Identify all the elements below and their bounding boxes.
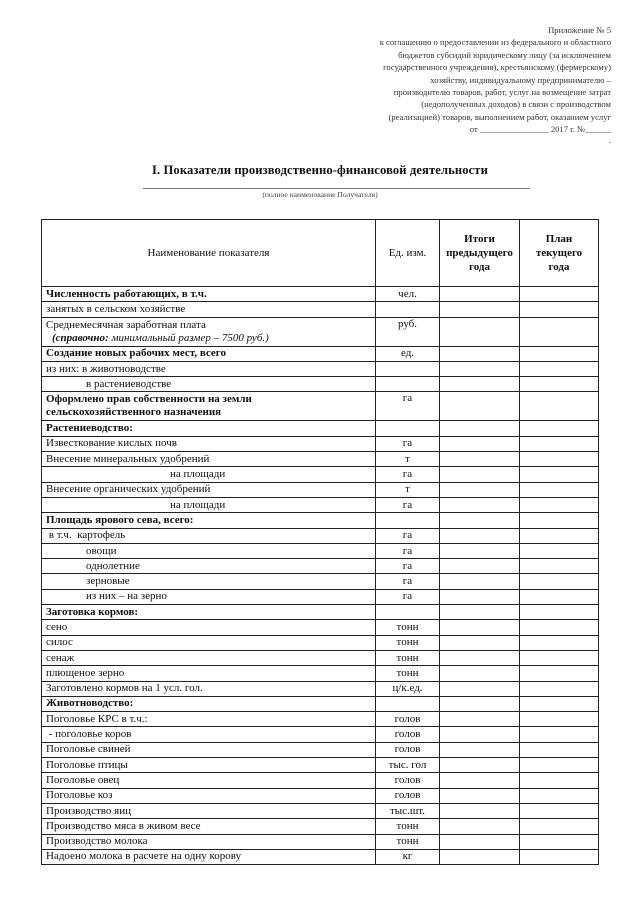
indicator-name-text: Поголовье КРС в т.ч.: (46, 712, 148, 725)
indicator-name-text: сенаж (46, 651, 75, 664)
indicator-name (42, 620, 376, 635)
indicator-note-label: (справочно: (52, 331, 109, 344)
plan-current-year-cell[interactable] (520, 758, 599, 773)
plan-current-year-cell[interactable] (520, 513, 599, 528)
table-row (42, 819, 599, 834)
indicator-name-text: Внесение минеральных удобрений (46, 452, 210, 465)
header-plan-current-year: План текущего года (520, 220, 599, 287)
table-row (42, 696, 599, 711)
previous-year-cell[interactable] (440, 361, 520, 376)
table-row (42, 467, 599, 482)
previous-year-cell[interactable] (440, 727, 520, 742)
indicator-name-text: в растениеводстве (86, 377, 172, 390)
indicator-name (42, 773, 376, 788)
indicator-unit: тонн (376, 635, 440, 650)
indicator-name (42, 497, 376, 512)
previous-year-cell[interactable] (440, 803, 520, 818)
indicator-name (42, 302, 376, 317)
plan-current-year-cell[interactable] (520, 543, 599, 558)
appendix-line: производителю товаров, работ, услуг на возмещение затрат (393, 87, 611, 98)
table-row (42, 681, 599, 696)
previous-year-cell[interactable] (440, 742, 520, 757)
plan-current-year-cell[interactable] (520, 317, 599, 346)
plan-current-year-cell[interactable] (520, 773, 599, 788)
indicator-unit: га (376, 589, 440, 604)
indicator-name-text: - поголовье коров (46, 728, 132, 741)
indicator-unit: кг (376, 849, 440, 864)
plan-current-year-cell[interactable] (520, 819, 599, 834)
previous-year-cell[interactable] (440, 302, 520, 317)
indicator-unit: га (376, 436, 440, 451)
table-row (42, 302, 599, 317)
indicator-name (42, 819, 376, 834)
plan-current-year-cell[interactable] (520, 742, 599, 757)
previous-year-cell[interactable] (440, 452, 520, 467)
indicator-unit (376, 696, 440, 711)
indicator-name-text: Растениеводство: (46, 422, 133, 435)
table-row (42, 436, 599, 451)
indicator-unit (376, 513, 440, 528)
previous-year-cell[interactable] (440, 696, 520, 711)
plan-current-year-cell[interactable] (520, 666, 599, 681)
indicator-note-text: минимальный размер – 7500 руб.) (108, 331, 269, 344)
table-row (42, 392, 599, 421)
plan-current-year-cell[interactable] (520, 650, 599, 665)
appendix-line: от ________________ 2017 г. №______ (469, 124, 611, 135)
indicator-name-text: зерновые (86, 575, 130, 588)
indicator-name-text: Среднемесячная заработная плата (46, 318, 206, 331)
indicator-unit (376, 302, 440, 317)
table-row (42, 559, 599, 574)
plan-current-year-cell[interactable] (520, 482, 599, 497)
indicator-name (42, 849, 376, 864)
indicator-name (42, 421, 376, 436)
appendix-trailing-dot: . (608, 134, 611, 145)
indicator-name (42, 834, 376, 849)
plan-current-year-cell[interactable] (520, 803, 599, 818)
table-row (42, 605, 599, 620)
indicator-unit: тыс. гол (376, 758, 440, 773)
plan-current-year-cell[interactable] (520, 849, 599, 864)
previous-year-cell[interactable] (440, 513, 520, 528)
table-row (42, 543, 599, 558)
table-row (42, 849, 599, 864)
table-row (42, 528, 599, 543)
previous-year-cell[interactable] (440, 849, 520, 864)
appendix-line: бюджетов субсидий юридическому лицу (за исключением (398, 49, 611, 60)
table-row (42, 452, 599, 467)
previous-year-cell[interactable] (440, 834, 520, 849)
indicator-name (42, 803, 376, 818)
indicator-unit: га (376, 559, 440, 574)
previous-year-cell[interactable] (440, 666, 520, 681)
indicator-name-text: Поголовье коз (46, 789, 113, 802)
indicator-unit: голов (376, 742, 440, 757)
indicator-name-text: Заготовлено кормов на 1 усл. гол. (46, 682, 203, 695)
indicator-name (42, 543, 376, 558)
indicator-name-text: Поголовье овец (46, 773, 120, 786)
indicator-unit: тонн (376, 666, 440, 681)
previous-year-cell[interactable] (440, 559, 520, 574)
indicator-name (42, 452, 376, 467)
previous-year-cell[interactable] (440, 287, 520, 302)
indicator-name-text: однолетние (86, 559, 140, 572)
indicator-unit: га (376, 392, 440, 421)
indicator-name-text: овощи (86, 544, 117, 557)
indicator-unit: тонн (376, 650, 440, 665)
table-row (42, 377, 599, 392)
indicator-name-text: Надоено молока в расчете на одну корову (46, 850, 242, 863)
indicator-name-text: занятых в сельском хозяйстве (46, 302, 186, 315)
indicator-name (42, 377, 376, 392)
plan-current-year-cell[interactable] (520, 528, 599, 543)
indicator-note (46, 332, 371, 345)
indicator-unit: га (376, 543, 440, 558)
table-row (42, 421, 599, 436)
previous-year-cell[interactable] (440, 392, 520, 421)
indicator-name (42, 528, 376, 543)
plan-current-year-cell[interactable] (520, 287, 599, 302)
previous-year-cell[interactable] (440, 377, 520, 392)
indicator-unit: ед. (376, 346, 440, 361)
plan-current-year-cell[interactable] (520, 589, 599, 604)
indicator-name (42, 287, 376, 302)
table-row (42, 712, 599, 727)
indicator-name-text: на площади (170, 498, 226, 511)
indicator-unit: т (376, 482, 440, 497)
previous-year-cell[interactable] (440, 788, 520, 803)
indicator-unit: тонн (376, 819, 440, 834)
table-row (42, 620, 599, 635)
indicator-name-text: Численность работающих, в т.ч. (46, 287, 207, 300)
appendix-line: Приложение № 5 (548, 25, 611, 35)
table-row (42, 287, 599, 302)
appendix-header (300, 24, 611, 146)
indicator-name-text: Внесение органических удобрений (46, 483, 211, 496)
indicator-unit: га (376, 467, 440, 482)
indicator-name-text: Производство молока (46, 835, 148, 848)
indicator-unit: ц/к.ед. (376, 681, 440, 696)
previous-year-cell[interactable] (440, 650, 520, 665)
indicator-name (42, 788, 376, 803)
plan-current-year-cell[interactable] (520, 302, 599, 317)
appendix-line: к соглашению о предоставлении из федерального и областного (379, 37, 611, 48)
indicator-name-text: из них – на зерно (86, 590, 167, 603)
appendix-line: государственного учреждения), крестьянскому (фермерскому) (383, 62, 611, 73)
previous-year-cell[interactable] (440, 819, 520, 834)
plan-current-year-cell[interactable] (520, 620, 599, 635)
indicator-unit: га (376, 497, 440, 512)
indicator-name (42, 589, 376, 604)
indicator-name (42, 392, 376, 421)
previous-year-cell[interactable] (440, 543, 520, 558)
indicator-name-text: Оформлено прав собственности на земли (46, 393, 252, 406)
indicator-name-text: Производство мяса в живом весе (46, 819, 201, 832)
plan-current-year-cell[interactable] (520, 696, 599, 711)
indicator-name (42, 346, 376, 361)
previous-year-cell[interactable] (440, 346, 520, 361)
plan-current-year-cell[interactable] (520, 834, 599, 849)
previous-year-cell[interactable] (440, 635, 520, 650)
indicator-unit: голов (376, 727, 440, 742)
indicator-name-text: Создание новых рабочих мест, всего (46, 347, 227, 360)
indicator-name (42, 666, 376, 681)
table-row (42, 361, 599, 376)
table-row (42, 482, 599, 497)
indicator-name (42, 513, 376, 528)
indicator-name-text: силос (46, 636, 73, 649)
indicator-name-text: на площади (170, 468, 226, 481)
table-row (42, 317, 599, 346)
indicator-name-continuation: сельскохозяйственного назначения (46, 406, 222, 419)
indicator-name (42, 635, 376, 650)
indicator-unit: голов (376, 712, 440, 727)
plan-current-year-cell[interactable] (520, 605, 599, 620)
plan-current-year-cell[interactable] (520, 788, 599, 803)
indicator-name-text: Заготовка кормов: (46, 605, 139, 618)
header-previous-year: Итоги предыдущего года (440, 220, 520, 287)
indicator-name-text: из них: в животноводстве (46, 362, 166, 375)
previous-year-cell[interactable] (440, 574, 520, 589)
indicator-name (42, 712, 376, 727)
indicator-name (42, 696, 376, 711)
indicator-name-text: Известкование кислых почв (46, 437, 177, 450)
indicator-unit (376, 377, 440, 392)
indicator-name-text: в т.ч. картофель (46, 529, 126, 542)
indicator-name (42, 467, 376, 482)
plan-current-year-cell[interactable] (520, 559, 599, 574)
indicator-name-text: Поголовье свиней (46, 743, 131, 756)
indicator-unit: тонн (376, 620, 440, 635)
table-row (42, 758, 599, 773)
plan-current-year-cell[interactable] (520, 436, 599, 451)
table-row (42, 650, 599, 665)
indicator-name (42, 361, 376, 376)
table-row (42, 574, 599, 589)
indicator-unit: га (376, 528, 440, 543)
previous-year-cell[interactable] (440, 317, 520, 346)
plan-current-year-cell[interactable] (520, 392, 599, 421)
indicator-unit (376, 361, 440, 376)
table-row (42, 513, 599, 528)
indicator-unit: голов (376, 773, 440, 788)
indicator-unit: руб. (376, 317, 440, 346)
table-row (42, 346, 599, 361)
indicator-name (42, 574, 376, 589)
plan-current-year-cell[interactable] (520, 361, 599, 376)
indicator-name (42, 436, 376, 451)
page-title: I. Показатели производственно-финансовой деятельности (152, 163, 488, 177)
table-row (42, 773, 599, 788)
indicator-name-text: Производство яиц (46, 804, 131, 817)
previous-year-cell[interactable] (440, 436, 520, 451)
indicator-name (42, 727, 376, 742)
previous-year-cell[interactable] (440, 589, 520, 604)
indicator-name (42, 650, 376, 665)
indicator-unit (376, 421, 440, 436)
plan-current-year-cell[interactable] (520, 727, 599, 742)
indicator-unit: голов (376, 788, 440, 803)
plan-current-year-cell[interactable] (520, 346, 599, 361)
appendix-line: хозяйству, индивидуальному предпринимателю – (430, 74, 611, 85)
table-header-row (42, 220, 599, 287)
indicators-table (41, 219, 599, 865)
indicator-name (42, 742, 376, 757)
indicator-unit: тыс.шт. (376, 803, 440, 818)
table-row (42, 788, 599, 803)
appendix-line: (недополученных доходов) в связи с производством (421, 99, 611, 110)
previous-year-cell[interactable] (440, 758, 520, 773)
plan-current-year-cell[interactable] (520, 574, 599, 589)
table-row (42, 589, 599, 604)
indicator-name-text: Площадь ярового сева, всего: (46, 513, 194, 526)
previous-year-cell[interactable] (440, 620, 520, 635)
plan-current-year-cell[interactable] (520, 467, 599, 482)
table-row (42, 803, 599, 818)
indicator-name (42, 317, 376, 346)
table-row (42, 635, 599, 650)
previous-year-cell[interactable] (440, 712, 520, 727)
header-unit: Ед. изм. (376, 220, 440, 287)
indicator-unit: чел. (376, 287, 440, 302)
plan-current-year-cell[interactable] (520, 377, 599, 392)
indicator-name (42, 605, 376, 620)
indicator-unit: га (376, 574, 440, 589)
appendix-line: (реализацией) товаров, выполнением работ, оказанием услуг (388, 111, 611, 122)
previous-year-cell[interactable] (440, 482, 520, 497)
previous-year-cell[interactable] (440, 681, 520, 696)
indicator-name-text: Животноводство: (46, 697, 134, 710)
indicator-name (42, 681, 376, 696)
previous-year-cell[interactable] (440, 421, 520, 436)
plan-current-year-cell[interactable] (520, 497, 599, 512)
indicator-unit: т (376, 452, 440, 467)
table-row (42, 666, 599, 681)
header-name: Наименование показателя (42, 220, 376, 287)
previous-year-cell[interactable] (440, 467, 520, 482)
indicator-name-text: Поголовье птицы (46, 758, 128, 771)
table-row (42, 497, 599, 512)
table-row (42, 834, 599, 849)
indicator-name-text: сено (46, 620, 68, 633)
plan-current-year-cell[interactable] (520, 421, 599, 436)
plan-current-year-cell[interactable] (520, 712, 599, 727)
indicator-unit: тонн (376, 834, 440, 849)
recipient-caption: (полное наименование Получателя) (262, 190, 378, 199)
indicator-name (42, 758, 376, 773)
indicator-name (42, 482, 376, 497)
plan-current-year-cell[interactable] (520, 681, 599, 696)
plan-current-year-cell[interactable] (520, 635, 599, 650)
table-row (42, 742, 599, 757)
table-row (42, 727, 599, 742)
previous-year-cell[interactable] (440, 528, 520, 543)
previous-year-cell[interactable] (440, 605, 520, 620)
indicator-name (42, 559, 376, 574)
previous-year-cell[interactable] (440, 497, 520, 512)
previous-year-cell[interactable] (440, 773, 520, 788)
recipient-name-line[interactable] (143, 188, 530, 189)
plan-current-year-cell[interactable] (520, 452, 599, 467)
indicator-name-text: плющеное зерно (46, 666, 125, 679)
indicator-unit (376, 605, 440, 620)
